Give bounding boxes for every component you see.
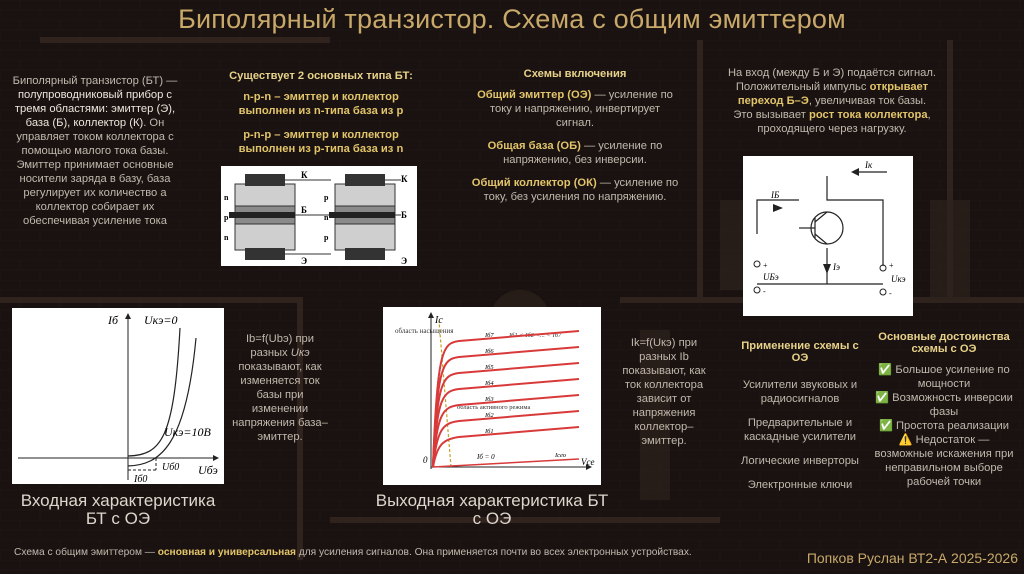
pnp-label-e: Э (401, 256, 408, 266)
input-curve-uke0: Uкэ=0 (144, 313, 178, 327)
input-characteristic-desc (230, 332, 330, 444)
circuit-ie: Iэ (833, 262, 840, 272)
output-iceo-label: Iсео (555, 452, 567, 459)
intro-part-1: Биполярный транзистор (БТ) — (12, 75, 178, 87)
output-chart-ylabel: Ic (435, 315, 443, 326)
npn-structure (224, 170, 331, 266)
scheme-oe-desc: — усиление по току и напряжению, инвертирует сигнал. (489, 89, 673, 129)
output-curve-label: Iб5 (485, 364, 494, 371)
input-desc-2: показывают, как изменяется ток базы при изменении напряжения база–эмиттер. (232, 361, 328, 443)
circuit-ub: UБэ (763, 272, 779, 282)
input-explanation (722, 66, 942, 136)
circuit-minus-2: - (889, 289, 892, 298)
npn-layer-2: p (224, 213, 229, 222)
npn-label-k: К (301, 170, 308, 180)
output-characteristic-desc: Ik=f(Uкэ) при разных Ib показывают, как ток коллектора зависит от напряжения коллектор–эмиттер. (622, 337, 706, 447)
types-heading: Существует 2 основных типа БТ: (229, 70, 413, 82)
advantage-item: ✅ Большое усиление по мощности (878, 364, 1010, 390)
input-line-1: На вход (между Б и Э) подаётся сигнал. (727, 67, 937, 79)
output-curve-label: Iб7 (485, 332, 494, 339)
output-curve-label: Iб3 (485, 396, 494, 403)
footer-part-1: Схема с общим эмиттером — (14, 547, 158, 558)
input-line-2a: Положительный импульс (735, 81, 870, 93)
pnp-layer-1: p (324, 193, 329, 202)
oe-circuit (743, 156, 913, 316)
circuit-svg (743, 156, 913, 316)
output-zero-label: 0 (423, 455, 428, 465)
schemes-heading: Схемы включения (523, 68, 627, 80)
input-line-3a: Это вызывает (733, 109, 809, 121)
output-chart-xlabel: Vce (581, 457, 595, 467)
footer-highlight: основная и универсальная (157, 547, 296, 558)
input-line-3 (722, 108, 942, 136)
input-line-2 (722, 80, 942, 108)
output-curve-label: Iб4 (485, 380, 494, 387)
advantage-item: ✅ Возможность инверсии фазы (875, 392, 1013, 418)
pnp-structure (324, 174, 408, 266)
author-credit: Попков Руслан ВТ2-А 2025-2026 (806, 550, 1018, 566)
output-curve-label: Iб6 (485, 348, 494, 355)
structure-diagram-svg (221, 166, 417, 266)
application-item: Электронные ключи (747, 479, 853, 491)
input-chart-caption: Входная характеристика БТ с ОЭ (20, 491, 216, 528)
output-active-label: область активного режима (457, 404, 531, 411)
scheme-ob-name: Общая база (ОБ) (487, 140, 581, 152)
input-growth: рост тока коллектора (809, 109, 928, 121)
pnp-type: p-n-p – эмиттер и коллектор выполнен из p-типа база из n (238, 129, 404, 155)
npn-type: n-p-n – эмиттер и коллектор выполнен из n-типа база из p (238, 91, 404, 117)
scheme-ok-desc: — усиление по току, без усиления по напряжению. (483, 177, 679, 203)
scheme-ob (470, 139, 680, 167)
circuit-ib: IБ (771, 190, 780, 200)
input-desc-uke: Uкэ (290, 347, 310, 359)
footer-part-2: для усиления сигналов. Она применяется почти во всех электронных устройствах. (295, 547, 692, 558)
circuit-plus-2: + (889, 261, 894, 270)
scheme-oe-name: Общий эмиттер (ОЭ) (477, 89, 592, 101)
input-line-3b: , проходящего через нагрузку. (757, 109, 931, 135)
circuit-minus-1: - (763, 287, 766, 296)
output-order-label: Iб1 < Iб2 <... < Iб7 (509, 332, 562, 339)
input-line-2b: , увеличивая ток базы. (808, 95, 927, 107)
advantage-item: ✅ Простота реализации (878, 420, 1010, 432)
pnp-label-k: К (401, 174, 408, 184)
npn-layer-1: n (224, 193, 229, 202)
circuit-ik: Iк (865, 160, 873, 170)
output-curve-ib0 (433, 459, 579, 467)
output-chart-caption: Выходная характеристика БТ с ОЭ (375, 491, 609, 528)
output-ib0-label: Iб = 0 (477, 453, 495, 461)
intro-part-2: . Он управляет током коллектора с помощью малого тока базы. Эмиттер принимает основные носители заряда в базу, база регулирует их количество а коллектор собирает их обеспечивая усиление тока (16, 117, 174, 227)
application-item: Усилители звуковых и радиосигналов (742, 379, 858, 405)
pnp-label-b: Б (401, 210, 407, 220)
output-characteristic-chart (383, 307, 601, 485)
input-chart-ylabel: Iб (108, 313, 119, 327)
input-label-ib0: Iб0 (134, 474, 148, 484)
footer-note (14, 547, 774, 558)
input-label-ub0: Uб0 (162, 462, 180, 473)
intro-highlight-device: полупроводниковый прибор с тремя областями (14, 89, 173, 115)
advantages-heading: Основные достоинства схемы с ОЭ (878, 331, 1010, 355)
structure-diagrams (221, 166, 417, 266)
input-opens: открывает переход Б–Э (737, 81, 929, 107)
circuit-uk: Uкэ (891, 274, 906, 284)
input-chart-svg (12, 308, 224, 484)
npn-layer-3: n (224, 233, 229, 242)
input-curve-uke10: Uкэ=10В (164, 425, 211, 439)
page-title: Биполярный транзистор. Схема с общим эмиттером (178, 4, 846, 34)
input-characteristic-chart (12, 308, 224, 484)
intro-highlight-regions: : эмиттер (Э), база (Б), коллектор (К) (25, 103, 176, 129)
output-curves (433, 331, 579, 467)
scheme-ok-name: Общий коллектор (ОК) (471, 177, 597, 189)
connection-schemes (470, 68, 680, 204)
scheme-ob-desc: — усиление по напряжению, без инверсии. (503, 140, 663, 166)
pnp-layer-3: p (324, 233, 329, 242)
scheme-oe (470, 88, 680, 130)
output-sat-label: область насыщения (395, 327, 454, 335)
pnp-layer-2: n (324, 213, 329, 222)
intro-text (6, 74, 184, 228)
output-chart-svg (383, 307, 601, 485)
input-chart-xlabel: Uбэ (198, 463, 218, 477)
application-item: Логические инверторы (741, 455, 859, 467)
output-curve (433, 427, 579, 467)
npn-label-e: Э (301, 256, 308, 266)
disadvantage-item: ⚠️ Недостаток — возможные искажения при неправильном выборе рабочей точки (874, 434, 1014, 488)
circuit-plus-1: + (763, 261, 768, 270)
input-desc-1: Ib=f(Ubэ) при разных (245, 333, 315, 359)
scheme-ok (470, 176, 680, 204)
applications-heading: Применение схемы с ОЭ (741, 340, 859, 364)
advantages-section (874, 331, 1014, 489)
application-item: Предварительные и каскадные усилители (743, 417, 857, 443)
output-curve (433, 331, 579, 467)
npn-label-b: Б (301, 205, 307, 215)
transistor-types (226, 70, 416, 156)
applications-section (735, 340, 865, 492)
output-curve-label: Iб1 (485, 428, 494, 435)
output-curve-label: Iб2 (485, 412, 494, 419)
